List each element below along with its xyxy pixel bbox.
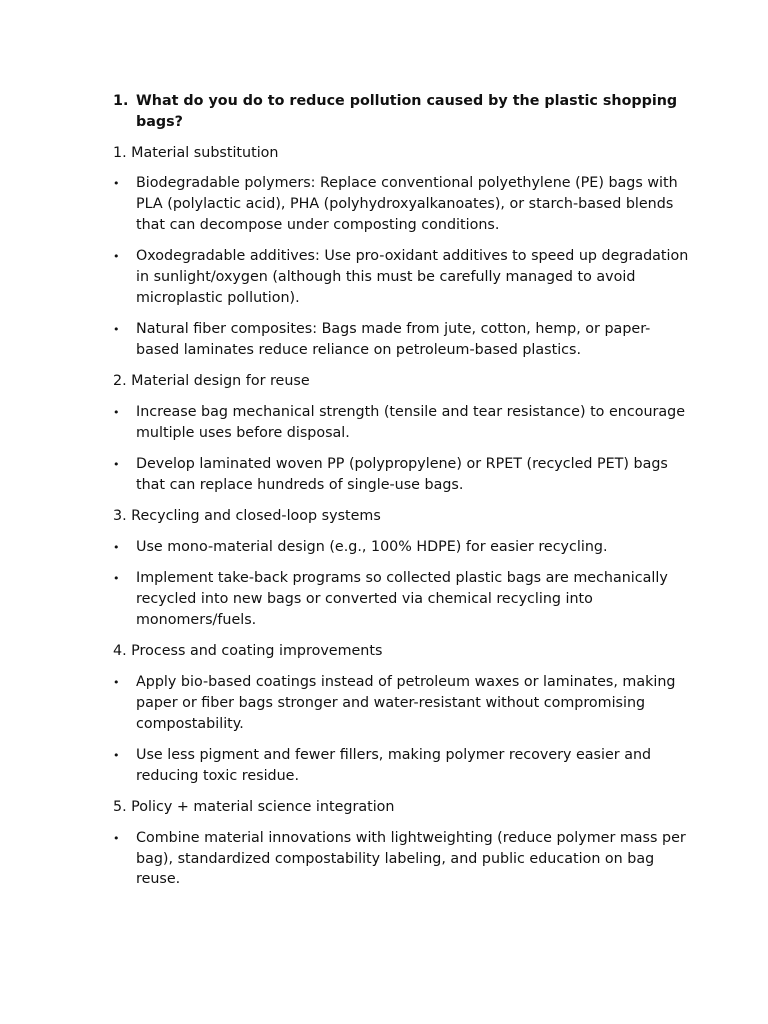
- bullet-dot-icon: •: [113, 748, 120, 762]
- document-body: [113, 91, 693, 901]
- bullet-dot-icon: •: [113, 458, 120, 472]
- question-heading: [113, 91, 693, 133]
- section-heading: 3. Recycling and closed-loop systems: [113, 508, 381, 525]
- bullet-text: Develop laminated woven PP (polypropylene) or RPET (recycled PET) bags that can replace hundreds of single-use bags.: [136, 456, 668, 493]
- bullet-item: [113, 568, 693, 630]
- bullet-dot-icon: •: [113, 250, 120, 264]
- bullet-dot-icon: •: [113, 177, 120, 191]
- question-number: 1.: [113, 93, 129, 109]
- bullet-item: [113, 537, 693, 558]
- bullet-dot-icon: •: [113, 541, 120, 555]
- bullet-text: Combine material innovations with lightweighting (reduce polymer mass per bag), standardized compostability labeling, and public education on bag reuse.: [136, 829, 686, 888]
- bullet-item: [113, 319, 693, 361]
- bullet-text: Apply bio-based coatings instead of petroleum waxes or laminates, making paper or fiber bags stronger and water-resistant without compromising compostability.: [136, 674, 676, 732]
- bullet-item: [113, 246, 693, 308]
- bullet-item: [113, 745, 693, 787]
- bullet-item: [113, 454, 693, 496]
- bullet-dot-icon: •: [113, 572, 120, 586]
- bullet-text: Use less pigment and fewer fillers, making polymer recovery easier and reducing toxic residue.: [136, 746, 652, 784]
- section-heading: 4. Process and coating improvements: [113, 643, 383, 660]
- bullet-text: Increase bag mechanical strength (tensile and tear resistance) to encourage multiple uses before disposal.: [136, 404, 686, 441]
- bullet-item: [113, 402, 693, 444]
- bullet-dot-icon: •: [113, 406, 120, 420]
- bullet-dot-icon: •: [113, 676, 120, 690]
- bullet-text: Oxodegradable additives: Use pro-oxidant additives to speed up degradation in sunlight/oxygen (although this must be carefully managed to avoid microplastic pollution).: [136, 248, 689, 306]
- bullet-item: [113, 672, 693, 734]
- bullet-dot-icon: •: [113, 831, 120, 845]
- question-text: What do you do to reduce pollution caused by the plastic shopping bags?: [136, 93, 678, 130]
- section-heading: 5. Policy + material science integration: [113, 799, 395, 816]
- bullet-item: [113, 173, 693, 235]
- section-heading: 2. Material design for reuse: [113, 373, 310, 390]
- answer-sections: [113, 143, 693, 891]
- bullet-dot-icon: •: [113, 323, 120, 337]
- bullet-text: Natural fiber composites: Bags made from jute, cotton, hemp, or paper-based laminates reduce reliance on petroleum-based plastics.: [136, 321, 651, 358]
- bullet-text: Biodegradable polymers: Replace conventional polyethylene (PE) bags with PLA (polylactic acid), PHA (polyhydroxyalkanoates), or starch-based blends that can decompose under composting conditions.: [136, 175, 678, 233]
- bullet-text: Implement take-back programs so collected plastic bags are mechanically recycled into new bags or converted via chemical recycling into monomers/fuels.: [136, 570, 668, 628]
- bullet-text: Use mono-material design (e.g., 100% HDPE) for easier recycling.: [136, 539, 608, 556]
- bullet-item: [113, 828, 693, 890]
- section-heading: 1. Material substitution: [113, 144, 279, 161]
